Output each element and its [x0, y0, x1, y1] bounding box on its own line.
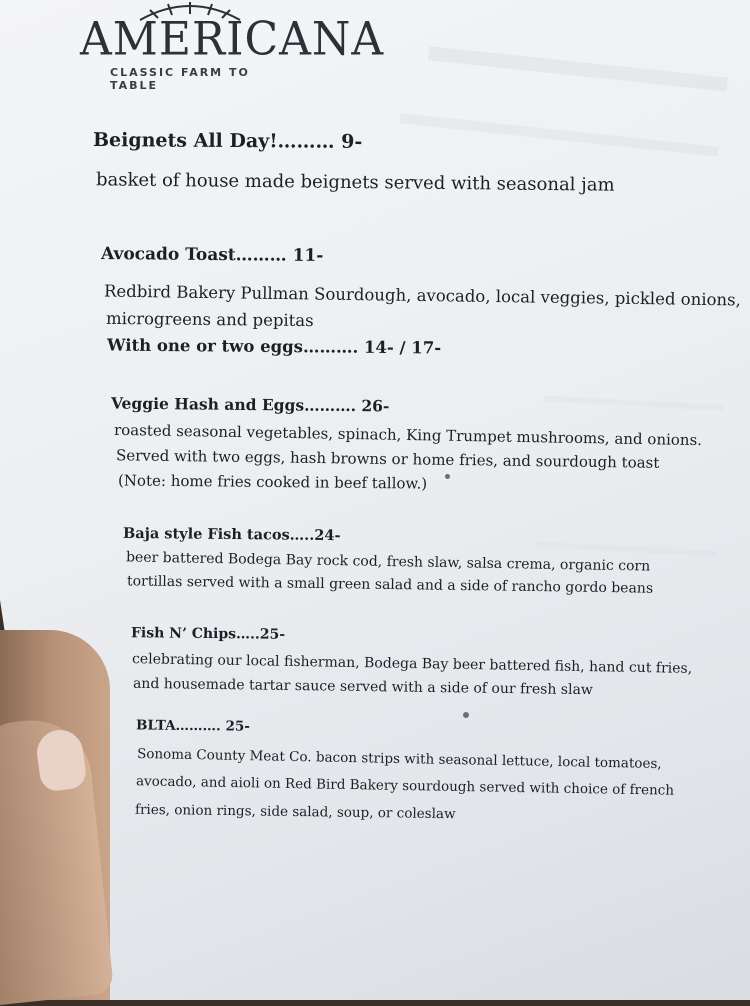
paper-speck [445, 474, 450, 479]
brand-tagline: CLASSIC FARM TO TABLE [110, 66, 250, 92]
menu-item-description: basket of house made beignets served with seasonal jam [95, 169, 615, 196]
menu-item-title: Veggie Hash and Eggs………. 26- [110, 393, 390, 416]
brand-name: AMERICANA [80, 12, 385, 67]
menu-item-description: Served with two eggs, hash browns or home fries, and sourdough toast [115, 446, 660, 472]
menu-item-description: beer battered Bodega Bay rock cod, fresh slaw, salsa crema, organic corn [125, 549, 651, 575]
menu-item-title: Avocado Toast……… 11- [100, 244, 324, 266]
americana-logo [80, 0, 385, 92]
menu-item-egg-option: With one or two eggs………. 14- / 17- [106, 335, 442, 358]
menu-item-description: celebrating our local fisherman, Bodega Bay beer battered fish, hand cut fries, [131, 651, 693, 677]
menu-item-description: and housemade tartar sauce served with a side of our fresh slaw [132, 675, 593, 699]
menu-item-title: Beignets All Day!……… 9- [92, 129, 363, 153]
menu-item-title: BLTA………. 25- [135, 717, 250, 735]
menu-item-title: Fish N’ Chips…..25- [130, 625, 286, 643]
paper-speck [463, 712, 469, 718]
menu-item-description: (Note: home fries cooked in beef tallow.) [117, 471, 428, 493]
menu-item-description: roasted seasonal vegetables, spinach, King Trumpet mushrooms, and onions. [113, 420, 703, 450]
menu-item-description: Redbird Bakery Pullman Sourdough, avocado, local veggies, pickled onions, [103, 281, 741, 310]
bleed-through-decoration [536, 395, 724, 556]
menu-item-description: avocado, and aioli on Red Bird Bakery sourdough served with choice of french [135, 773, 675, 799]
menu-item-description: Sonoma County Meat Co. bacon strips with seasonal lettuce, local tomatoes, [136, 745, 662, 773]
menu-item-description: tortillas served with a small green salad and a side of rancho gordo beans [126, 573, 654, 597]
menu-item-description: fries, onion rings, side salad, soup, or coleslaw [134, 801, 456, 823]
menu-item-title: Baja style Fish tacos…..24- [122, 524, 341, 545]
menu-item-description: microgreens and pepitas [105, 308, 314, 331]
